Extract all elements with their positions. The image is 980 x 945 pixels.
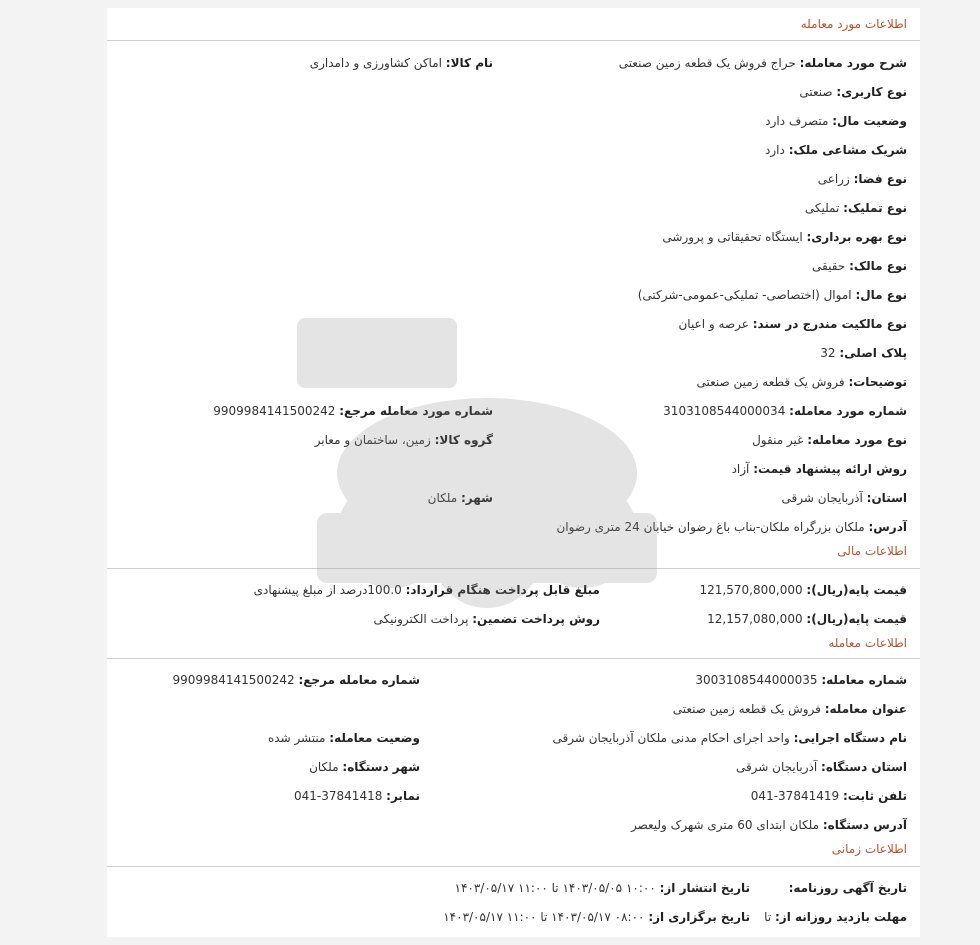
field-space-type: نوع فضا: زراعی <box>817 172 907 186</box>
field-phone: تلفن ثابت: 37841419-041 <box>750 789 907 803</box>
details-panel <box>107 8 920 937</box>
watermark-logo-icon <box>297 298 677 658</box>
field-partner: شریک مشاعی ملک: دارد <box>765 143 907 157</box>
field-publish-date: تاریخ انتشار از: ۱۰:۰۰ ۱۴۰۳/۰۵/۰۵ تا ۱۱:۰۰ ۱۴۰۳/۰۵/۱۷ <box>454 881 750 895</box>
field-base-price: قیمت پایه(ریال): 121,570,800,000 <box>699 583 907 597</box>
field-offer-method: روش ارائه پیشنهاد قیمت: آزاد <box>731 462 907 476</box>
field-agency-address: آدرس دستگاه: ملکان ابتدای 60 متری شهرک ولیعصر <box>630 818 907 832</box>
field-daily-visit: مهلت بازدید روزانه از: تا <box>764 910 907 924</box>
field-ownership-type: نوع تملیک: تملیکی <box>804 201 907 215</box>
field-item-kind: نوع مورد معامله: غیر منقول <box>752 433 907 447</box>
section-title-time: اطلاعات زمانی <box>831 842 907 856</box>
field-payable-amount: مبلغ قابل پرداخت هنگام قرارداد: 100.0درصد از مبلغ پیشنهادی <box>253 583 600 597</box>
field-deal-number: شماره معامله: 3003108544000035 <box>695 673 907 687</box>
field-goods-group: گروه کالا: زمین، ساختمان و معابر <box>314 433 493 447</box>
field-province: استان: آذربایجان شرقی <box>781 491 907 505</box>
field-fax: نمابر: 37841418-041 <box>294 789 420 803</box>
field-address: آدرس: ملکان بزرگراه ملکان-بناب باغ رضوان خیابان 24 متری رضوان <box>556 520 907 534</box>
field-agency-city: شهر دستگاه: ملکان <box>309 760 420 774</box>
field-city: شهر: ملکان <box>427 491 493 505</box>
divider <box>107 866 920 867</box>
field-usage: نوع کاربری: صنعتی <box>799 85 907 99</box>
field-description: شرح مورد معامله: حراج فروش یک قطعه زمین صنعتی <box>618 56 907 70</box>
field-goods-name: نام کالا: اماکن کشاورزی و دامداری <box>309 56 493 70</box>
field-exploitation: نوع بهره برداری: ایستگاه تحقیقاتی و پرورشی <box>662 230 907 244</box>
field-deed-ownership: نوع مالکیت مندرج در سند: عرصه و اعیان <box>678 317 907 331</box>
field-property-status: وضعیت مال: متصرف دارد <box>765 114 907 128</box>
section-title-financial: اطلاعات مالی <box>837 544 907 558</box>
section-title-transaction-info: اطلاعات مورد معامله <box>800 17 907 31</box>
field-notes: توضیحات: فروش یک قطعه زمین صنعتی <box>696 375 907 389</box>
field-property-type: نوع مال: اموال (اختصاصی- تملیکی-عمومی-شرکتی) <box>637 288 907 302</box>
field-deal-status: وضعیت معامله: منتشر شده <box>267 731 420 745</box>
field-deal-title: عنوان معامله: فروش یک قطعه زمین صنعتی <box>672 702 907 716</box>
divider <box>107 40 920 41</box>
field-guarantee-method: روش پرداخت تضمین: پرداخت الکترونیکی <box>373 612 600 626</box>
field-owner-type: نوع مالک: حقیقی <box>812 259 907 273</box>
field-item-number: شماره مورد معامله: 3103108544000034 <box>663 404 907 418</box>
field-newspaper-date: تاریخ آگهی روزنامه: <box>788 881 907 895</box>
section-title-deal: اطلاعات معامله <box>828 636 907 650</box>
field-deal-ref-number: شماره معامله مرجع: 9909984141500242 <box>172 673 420 687</box>
field-item-ref-number: شماره مورد معامله مرجع: 9909984141500242 <box>213 404 493 418</box>
divider <box>107 568 920 569</box>
field-executive-agency: نام دستگاه اجرایی: واحد اجرای احکام مدنی ملکان آذربایجان شرقی <box>552 731 907 745</box>
divider <box>107 658 920 659</box>
field-agency-province: استان دستگاه: آذربایجان شرقی <box>735 760 907 774</box>
field-hold-date: تاریخ برگزاری از: ۰۸:۰۰ ۱۴۰۳/۰۵/۱۷ تا ۱۱:۰۰ ۱۴۰۳/۰۵/۱۷ <box>443 910 750 924</box>
field-main-plaque: پلاک اصلی: 32 <box>820 346 907 360</box>
field-base-price-2: قیمت پایه(ریال): 12,157,080,000 <box>707 612 907 626</box>
